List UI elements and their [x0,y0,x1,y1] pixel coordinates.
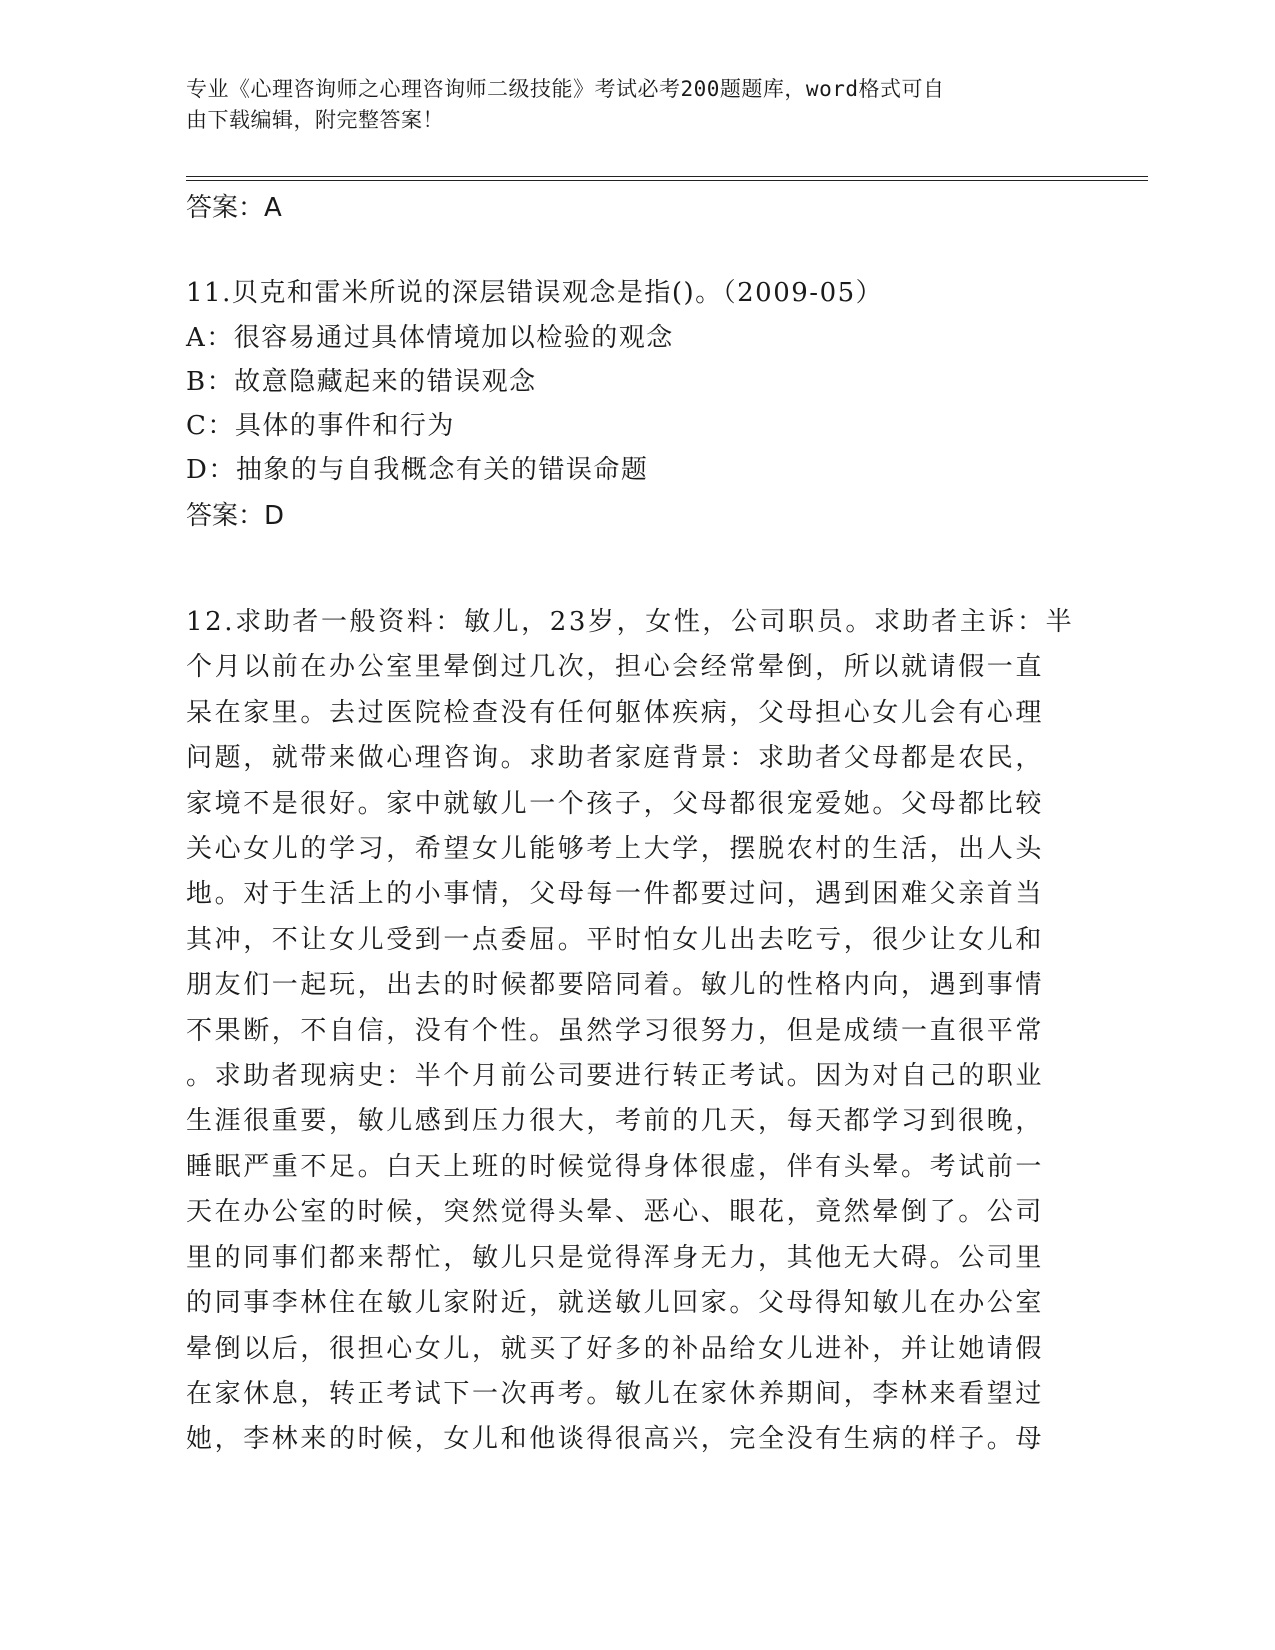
body-line: 呆在家里。去过医院检查没有任何躯体疾病，父母担心女儿会有心理 [186,697,1045,728]
body-line: 生涯很重要，敏儿感到压力很大，考前的几天，每天都学习到很晚， [186,1106,1045,1137]
body-line: 地。对于生活上的小事情，父母每一件都要过问，遇到困难父亲首当 [186,879,1045,910]
question-11-option-c: C：具体的事件和行为 [186,411,455,441]
body-line: 在家休息，转正考试下一次再考。敏儿在家休养期间，李林来看望过 [186,1378,1045,1409]
body-line: 12.求助者一般资料：敏儿，23岁，女性，公司职员。求助者主诉：半 [186,607,1075,637]
header-line: 专业《心理咨询师之心理咨询师二级技能》考试必考200题题库，word格式可自 [186,77,945,101]
question-11-option-a: A：很容易通过具体情境加以检验的观念 [186,323,674,353]
body-line: 问题，就带来做心理咨询。求助者家庭背景：求助者父母都是农民， [186,743,1045,774]
body-line: 家境不是很好。家中就敏儿一个孩子，父母都很宠爱她。父母都比较 [186,788,1045,819]
body-line: 里的同事们都来帮忙，敏儿只是觉得浑身无力，其他无大碍。公司里 [186,1242,1045,1273]
question-12-body [186,600,1075,1463]
body-line: 的同事李林住在敏儿家附近，就送敏儿回家。父母得知敏儿在办公室 [186,1288,1045,1319]
body-line: 她，李林来的时候，女儿和他谈得很高兴，完全没有生病的样子。母 [186,1424,1045,1455]
body-line: 晕倒以后，很担心女儿，就买了好多的补品给女儿进补，并让她请假 [186,1333,1045,1364]
body-line: 。求助者现病史：半个月前公司要进行转正考试。因为对自己的职业 [186,1061,1045,1092]
body-line: 朋友们一起玩，出去的时候都要陪同着。敏儿的性格内向，遇到事情 [186,970,1045,1001]
header-divider [186,180,1148,181]
body-line: 睡眠严重不足。白天上班的时候觉得身体很虚，伴有头晕。考试前一 [186,1151,1045,1182]
question-11-answer: 答案：D [186,501,285,531]
body-line: 其冲，不让女儿受到一点委屈。平时怕女儿出去吃亏，很少让女儿和 [186,924,1045,955]
body-line: 天在办公室的时候，突然觉得头晕、恶心、眼花，竟然晕倒了。公司 [186,1197,1045,1228]
header-divider [186,176,1148,177]
body-line: 个月以前在办公室里晕倒过几次，担心会经常晕倒，所以就请假一直 [186,652,1045,683]
question-11-option-d: D：抽象的与自我概念有关的错误命题 [186,455,649,485]
header-line: 由下载编辑，附完整答案！ [186,108,444,132]
body-line: 不果断，不自信，没有个性。虽然学习很努力，但是成绩一直很平常 [186,1015,1045,1046]
answer-previous: 答案：A [186,193,282,223]
question-11-title: 11.贝克和雷米所说的深层错误观念是指()。（2009-05） [186,278,884,308]
body-line: 关心女儿的学习，希望女儿能够考上大学，摆脱农村的生活，出人头 [186,834,1045,865]
question-11-option-b: B：故意隐藏起来的错误观念 [186,367,537,397]
page-header [186,74,1066,136]
